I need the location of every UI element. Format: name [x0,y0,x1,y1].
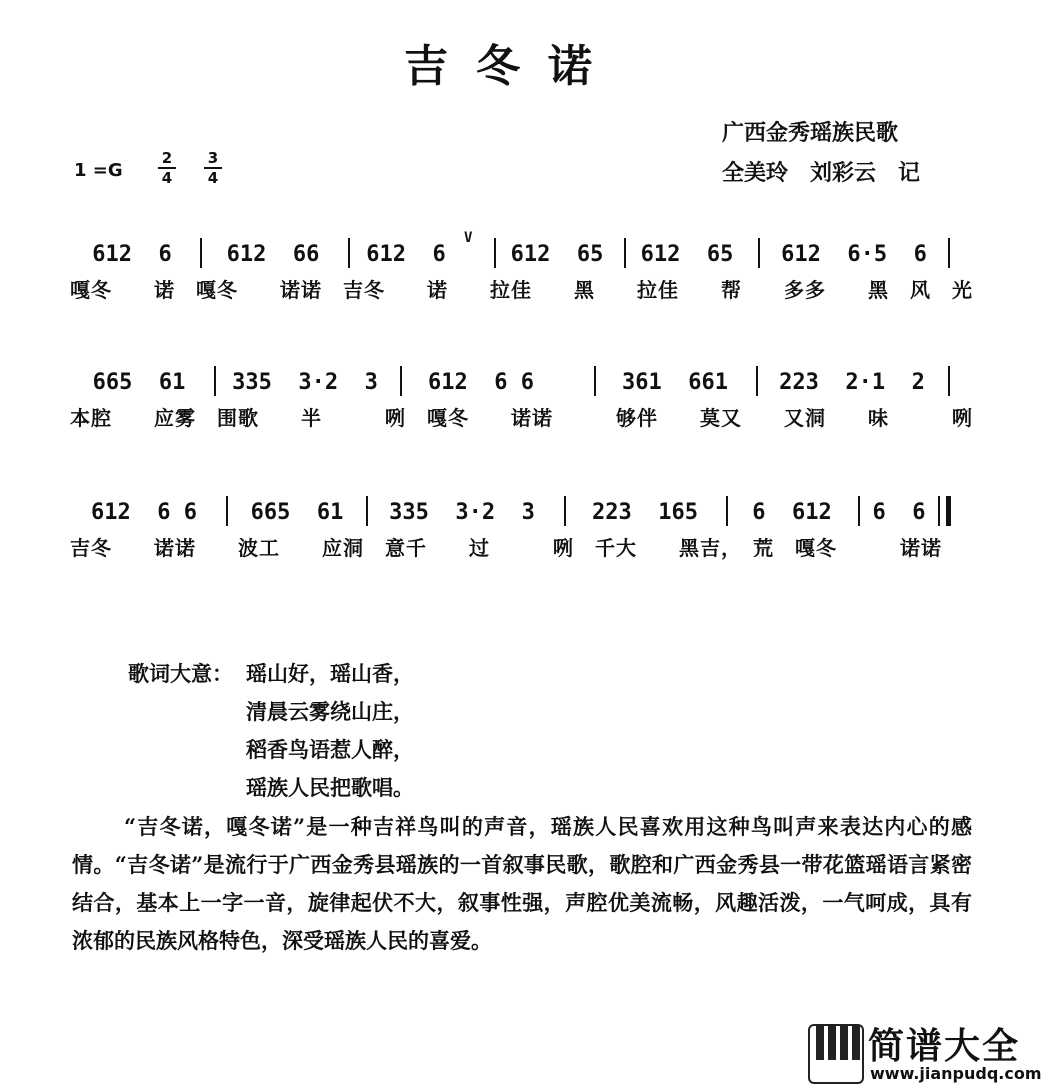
measure: 223 2·1 2 [779,370,925,395]
barline [200,238,202,268]
barline [400,366,402,396]
barline [758,238,760,268]
song-source: 广西金秀瑶族民歌 [722,120,899,146]
key-signature: 1 =G [74,160,123,181]
barline [594,366,596,396]
barline [948,366,950,396]
measure: 612 6 6 [91,500,197,525]
time-signature-3-4: 3 4 [204,150,222,186]
time-signature-2-4: 2 4 [158,150,176,186]
barline [756,366,758,396]
measure: 612 65 [640,242,734,267]
barline [564,496,566,526]
barline [726,496,728,526]
watermark-text: 简谱大全 [868,1026,1021,1067]
barline [366,496,368,526]
song-recorder: 全美玲 刘彩云 记 [722,160,921,186]
measure: 612 6 6 [428,370,534,395]
measure: 612 66 [226,242,320,267]
lyric-line: 清晨云雾绕山庄， [246,699,414,724]
barline [948,238,950,268]
lyrics-row: 本腔 应雾 围歌 半 咧 嘎冬 诺诺 够伴 莫又 又洞 味 咧 [70,406,973,430]
notes-row [70,340,960,395]
barline [226,496,228,526]
measure: 361 661 [622,370,728,395]
measure: 6 6 [872,500,926,525]
watermark-logo [808,1016,1042,1086]
measure: 6 612 [752,500,832,525]
piano-icon [808,1024,864,1084]
measure: 335 3·2 3 [232,370,378,395]
breath-mark: V [464,230,473,246]
measure: 665 61 [92,370,186,395]
lyric-meaning-label: 歌词大意： [128,661,233,686]
barline [624,238,626,268]
notes-row [70,212,960,267]
barline [494,238,496,268]
lyric-line: 瑶山好，瑶山香， [246,661,414,686]
final-barline [938,496,951,526]
notes-row [70,470,960,525]
measure: 612 6 [366,242,446,267]
measure: 665 61 [250,500,344,525]
measure: 612 6·5 6 [781,242,927,267]
measure: 223 165 [592,500,698,525]
lyrics-row: 嘎冬 诺 嘎冬 诺诺 吉冬 诺 拉佳 黑 拉佳 帮 多多 黑 风 光 [70,278,973,302]
song-description: “吉冬诺，嘎冬诺”是一种吉祥鸟叫的声音，瑶族人民喜欢用这种鸟叫声来表达内心的感情。“吉冬诺”是流行于广西金秀县瑶族的一首叙事民歌，歌腔和广西金秀县一带花篮瑶语言紧密结合，基本上一字一音，旋律起伏不大，叙事性强，声腔优美流畅，风趣活泼，一气呵成，具有浓郁的民族风格特色，深受瑶族人民的喜爱。 [72,814,972,953]
barline [214,366,216,396]
measure: 612 6 [92,242,172,267]
watermark-url: www.jianpudq.com [870,1064,1042,1083]
song-title: 吉冬诺 [404,41,620,92]
barline [858,496,860,526]
lyric-line: 稻香鸟语惹人醉， [246,737,414,762]
measure: 612 65 [510,242,604,267]
lyric-line: 瑶族人民把歌唱。 [246,775,414,800]
measure: 335 3·2 3 [389,500,535,525]
barline [348,238,350,268]
lyrics-row: 吉冬 诺诺 波工 应洞 意千 过 咧 千大 黑吉， 荒 嘎冬 诺诺 [70,536,942,560]
